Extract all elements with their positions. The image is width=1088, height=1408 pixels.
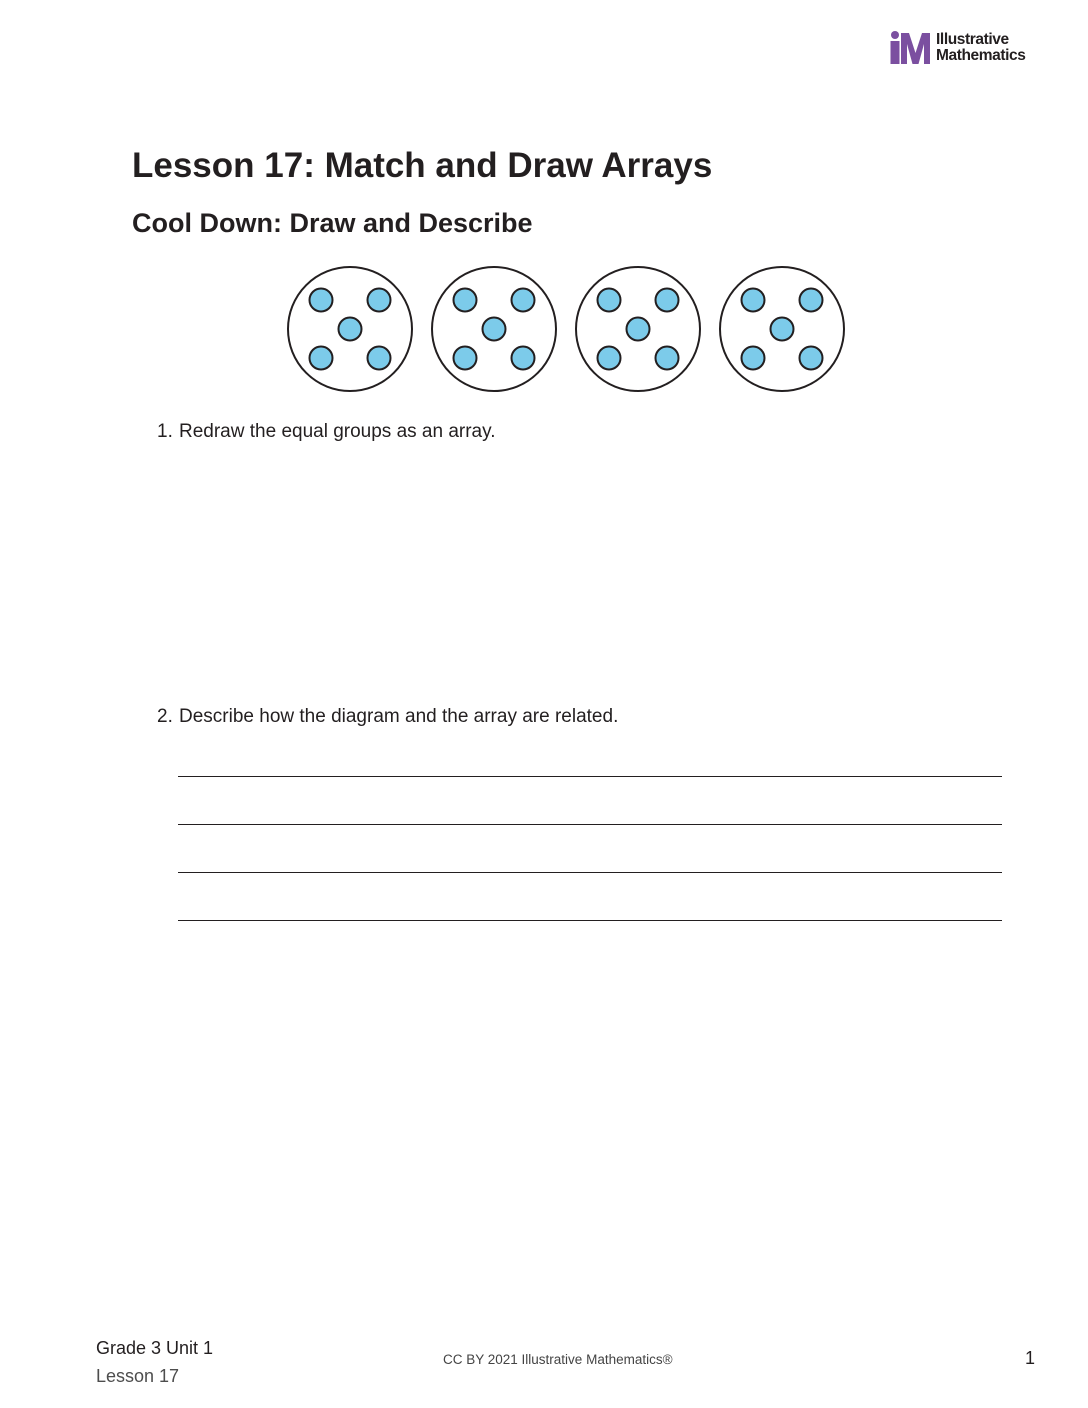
answer-line[interactable] xyxy=(178,872,1002,873)
dot xyxy=(368,347,391,370)
equal-groups-diagram xyxy=(284,263,850,395)
dot xyxy=(742,289,765,312)
dot xyxy=(310,347,333,370)
logo-wordmark xyxy=(936,32,1026,64)
dot xyxy=(512,289,535,312)
footer-lesson: Lesson 17 xyxy=(96,1366,180,1386)
question-2 xyxy=(157,705,618,729)
footer-grade-unit: Grade 3 Unit 1 xyxy=(96,1338,214,1358)
group-circle-2 xyxy=(432,267,556,391)
answer-line[interactable] xyxy=(178,920,1002,921)
question-text: Redraw the equal groups as an array. xyxy=(179,421,496,442)
footer-copyright: CC BY 2021 Illustrative Mathematics® xyxy=(443,1352,673,1367)
dot xyxy=(800,289,823,312)
im-logo-icon xyxy=(889,31,931,65)
question-number: 1. xyxy=(157,421,173,442)
illustrative-mathematics-logo xyxy=(889,31,1049,67)
dot xyxy=(771,318,794,341)
answer-line[interactable] xyxy=(178,824,1002,825)
question-text: Describe how the diagram and the array are related. xyxy=(179,706,619,727)
section-subtitle: Cool Down: Draw and Describe xyxy=(132,208,533,238)
footer-course-info xyxy=(96,1334,213,1390)
dot xyxy=(742,347,765,370)
dot xyxy=(598,289,621,312)
dot xyxy=(512,347,535,370)
question-1 xyxy=(157,420,496,444)
group-circle-1 xyxy=(288,267,412,391)
dot xyxy=(483,318,506,341)
logo-line-2: Mathematics xyxy=(936,47,1026,64)
page-number: 1 xyxy=(1025,1348,1036,1368)
dot xyxy=(454,347,477,370)
logo-line-1: Illustrative xyxy=(936,31,1009,48)
group-circle-4 xyxy=(720,267,844,391)
dot xyxy=(800,347,823,370)
dot xyxy=(656,289,679,312)
question-number: 2. xyxy=(157,706,173,727)
dot xyxy=(339,318,362,341)
dot xyxy=(598,347,621,370)
page-title: Lesson 17: Match and Draw Arrays xyxy=(132,146,713,185)
dot xyxy=(627,318,650,341)
group-circle-3 xyxy=(576,267,700,391)
dot xyxy=(454,289,477,312)
dot xyxy=(656,347,679,370)
answer-line[interactable] xyxy=(178,776,1002,777)
dot xyxy=(310,289,333,312)
dot xyxy=(368,289,391,312)
